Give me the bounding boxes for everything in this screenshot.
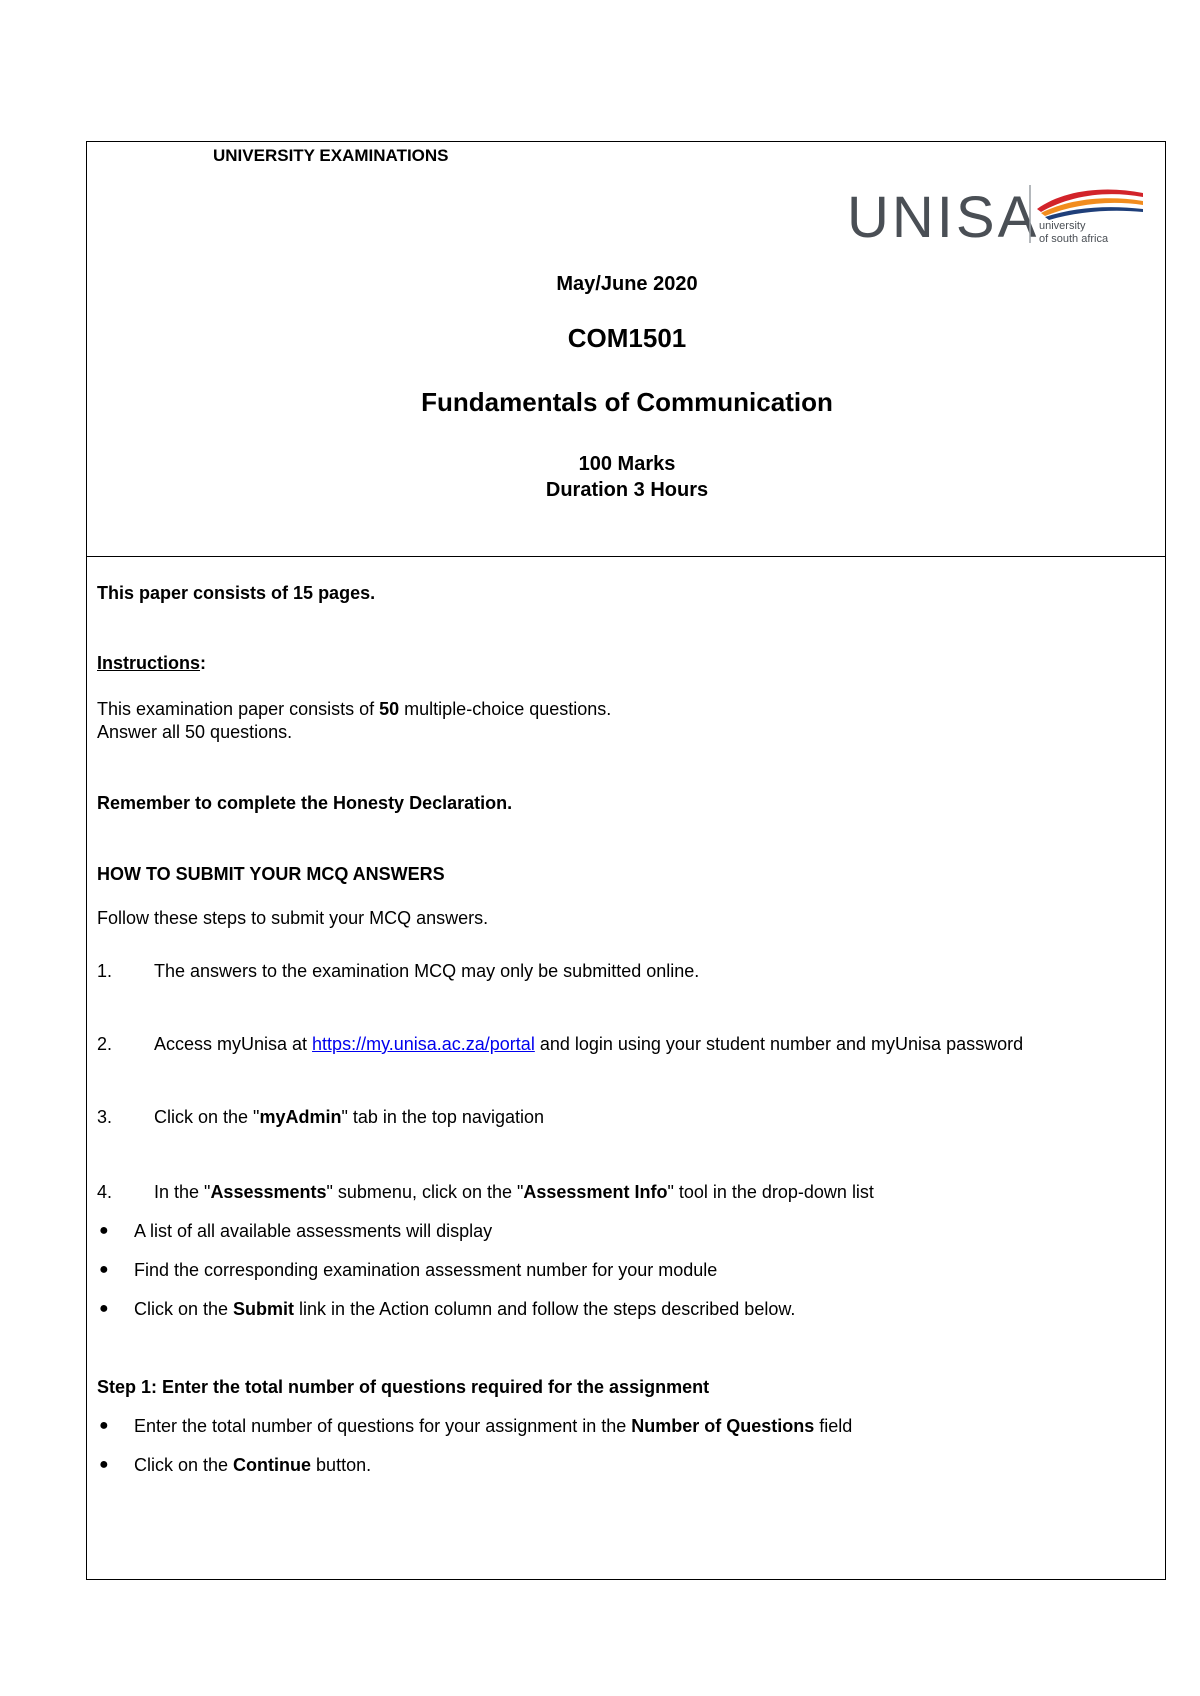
step4-pre: In the " [154,1182,211,1202]
instructions-heading [97,653,206,674]
step4-post: " tool in the drop-down list [667,1182,874,1202]
step-number: 1. [97,961,113,981]
total-marks: 100 Marks [578,453,676,475]
section-divider [87,556,1165,557]
instr1-bold: 50 [379,699,400,719]
honesty-reminder: Remember to complete the Honesty Declaration. [97,793,513,813]
step2-pre: Access myUnisa at [154,1034,313,1054]
s1b2-post: button. [311,1455,372,1475]
exam-cover-frame [86,141,1166,1580]
module-name: Fundamentals of Communication [421,387,833,417]
page-count-note: This paper consists of 15 pages. [97,583,376,603]
s1b1-bold: Number of Questions [631,1416,815,1436]
unisa-logo-text: UNISA [847,185,1040,250]
instruction-line-1 [97,699,611,720]
bullet3-pre: Click on the [134,1299,234,1319]
unisa-logo [847,179,1147,251]
step-number: 2. [97,1034,113,1054]
myunisa-portal-link[interactable]: https://my.unisa.ac.za/portal [312,1034,535,1054]
bullet-icon: ● [99,1456,109,1473]
step-text [154,1034,1023,1055]
instr1-post: multiple-choice questions. [399,699,612,719]
step-text [154,1182,874,1203]
instructions-colon: : [200,653,207,673]
university-examinations-label: UNIVERSITY EXAMINATIONS [213,146,449,165]
bullet-text [134,1416,852,1437]
instructions-heading-text: Instructions [97,653,201,673]
bullet-text [134,1455,371,1476]
bullet-text: A list of all available assessments will display [134,1221,493,1241]
step3-pre: Click on the " [154,1107,260,1127]
step4-mid: " submenu, click on the " [326,1182,524,1202]
s1b2-pre: Click on the [134,1455,234,1475]
bullet3-bold: Submit [233,1299,295,1319]
step-number: 3. [97,1107,113,1127]
s1b1-pre: Enter the total number of questions for your assignment in the [134,1416,632,1436]
step2-post: and login using your student number and myUnisa password [534,1034,1024,1054]
exam-session: May/June 2020 [556,273,698,295]
step4-bold: Assessments [210,1182,327,1202]
step3-bold: myAdmin [259,1107,342,1127]
bullet-icon: ● [99,1261,109,1278]
instruction-line-2: Answer all 50 questions. [97,722,293,742]
how-to-submit-heading: HOW TO SUBMIT YOUR MCQ ANSWERS [97,864,445,884]
exam-duration: Duration 3 Hours [545,479,709,501]
bullet-icon: ● [99,1300,109,1317]
step-number: 4. [97,1182,113,1202]
step1-heading: Step 1: Enter the total number of questions required for the assignment [97,1377,710,1397]
instr1-pre: This examination paper consists of [97,699,380,719]
s1b2-bold: Continue [233,1455,312,1475]
bullet-icon: ● [99,1222,109,1239]
bullet-icon: ● [99,1417,109,1434]
step4-bold2: Assessment Info [523,1182,668,1202]
bullet3-post: link in the Action column and follow the steps described below. [294,1299,796,1319]
step-text [154,1107,544,1128]
logo-sub2: of south africa [1039,233,1109,245]
module-code: COM1501 [567,323,687,353]
logo-sub1: university [1039,220,1086,232]
unisa-logo-graphic [847,179,1147,251]
follow-steps-text: Follow these steps to submit your MCQ answers. [97,908,489,928]
step3-post: " tab in the top navigation [341,1107,544,1127]
bullet-text [134,1299,795,1320]
s1b1-post: field [814,1416,853,1436]
step-text: The answers to the examination MCQ may only be submitted online. [154,961,700,981]
bullet-text: Find the corresponding examination assessment number for your module [134,1260,718,1280]
